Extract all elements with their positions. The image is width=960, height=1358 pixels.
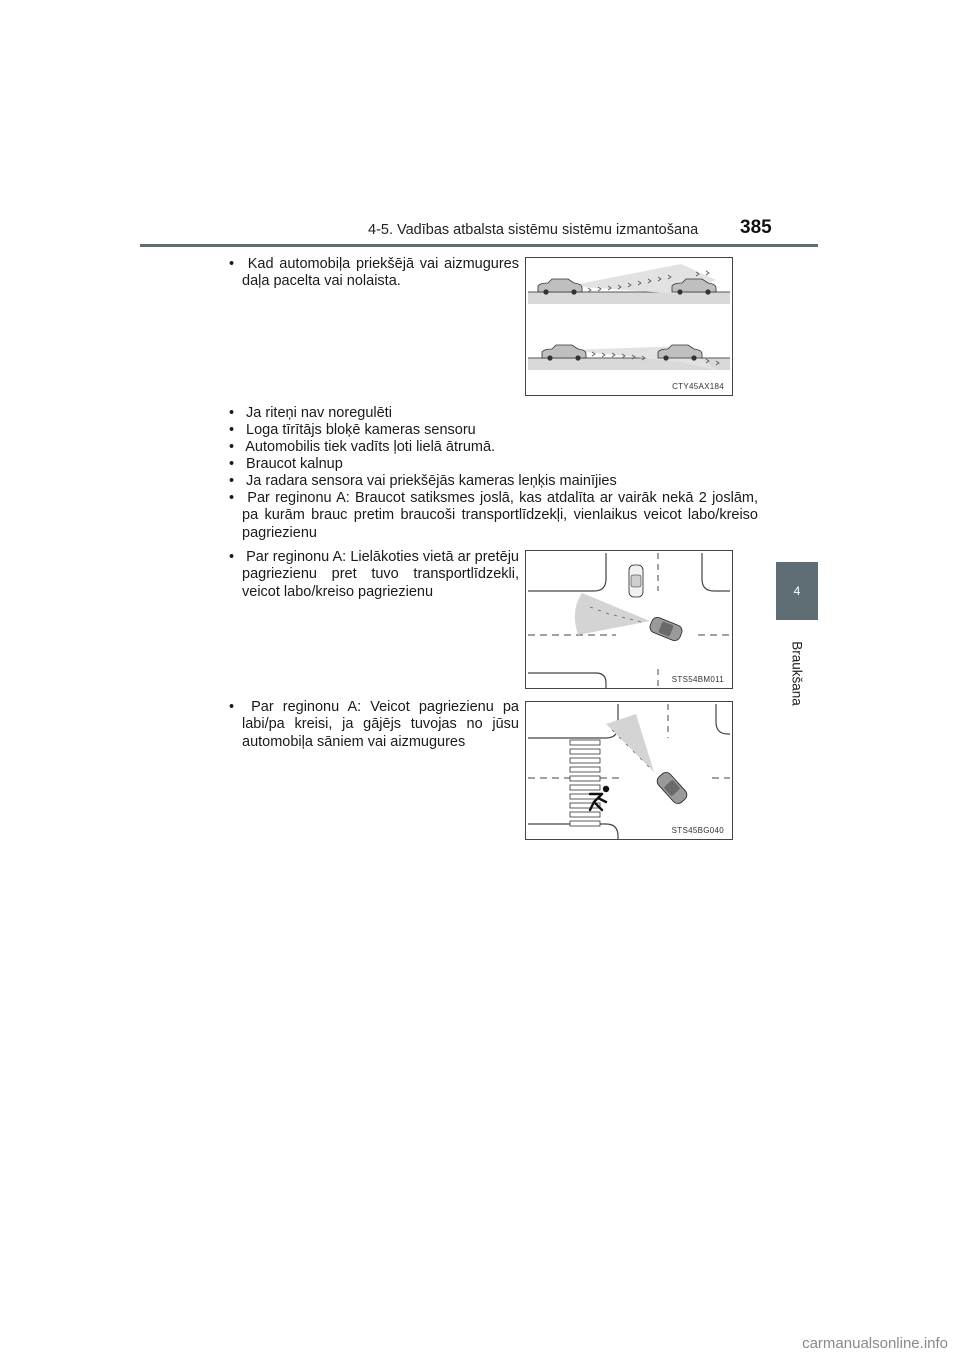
- figure-code: STS45BG040: [671, 826, 724, 835]
- chapter-number: 4: [793, 584, 801, 598]
- figure-vehicle-pitch: [525, 257, 733, 396]
- bullet-item: • Loga tīrītājs bloķē kameras sensoru: [229, 422, 758, 439]
- bullet-item: • Par reginonu A: Lielākoties vietā ar pretēju pagriezienu pret tuvo transportlīdzekli, veicot labo/kreiso pagriezienu: [229, 549, 519, 601]
- page-number: 385: [740, 217, 772, 238]
- bullet-item: • Par reginonu A: Braucot satiksmes joslā, kas atdalīta ar vairāk nekā 2 joslām, pa kurām brauc pretim braucoši transportlīdzekļi, vienlaikus veicot labo/kreiso pagriezienu: [229, 490, 758, 542]
- intersection-oncoming-illustration: [526, 551, 732, 688]
- chapter-label: Braukšana: [789, 641, 805, 706]
- bullet-item: • Kad automobiļa priekšējā vai aizmugures daļa pacelta vai nolaista.: [229, 256, 519, 291]
- bullet-item: • Ja riteņi nav noregulēti: [229, 405, 758, 422]
- intersection-pedestrian-illustration: [526, 702, 732, 839]
- chapter-tab: [776, 562, 818, 620]
- bullet-item: • Ja radara sensora vai priekšējās kameras leņķis mainījies: [229, 473, 758, 490]
- vehicle-pitch-illustration: [526, 258, 732, 395]
- figure-code: STS54BM011: [671, 675, 724, 684]
- footer-watermark: carmanualsonline.info: [802, 1335, 948, 1352]
- figure-intersection-oncoming: [525, 550, 733, 689]
- header-rule: [140, 244, 818, 247]
- figure-intersection-pedestrian: [525, 701, 733, 840]
- bullet-item: • Automobilis tiek vadīts ļoti lielā ātrumā.: [229, 439, 758, 456]
- bullet-item: • Par reginonu A: Veicot pagriezienu pa labi/pa kreisi, ja gājējs tuvojas no jūsu automobiļa sāniem vai aizmugures: [229, 699, 519, 751]
- bullet-item: • Braucot kalnup: [229, 456, 758, 473]
- page-header-title: 4-5. Vadības atbalsta sistēmu sistēmu izmantošana: [368, 222, 699, 238]
- figure-code: CTY45AX184: [672, 382, 724, 391]
